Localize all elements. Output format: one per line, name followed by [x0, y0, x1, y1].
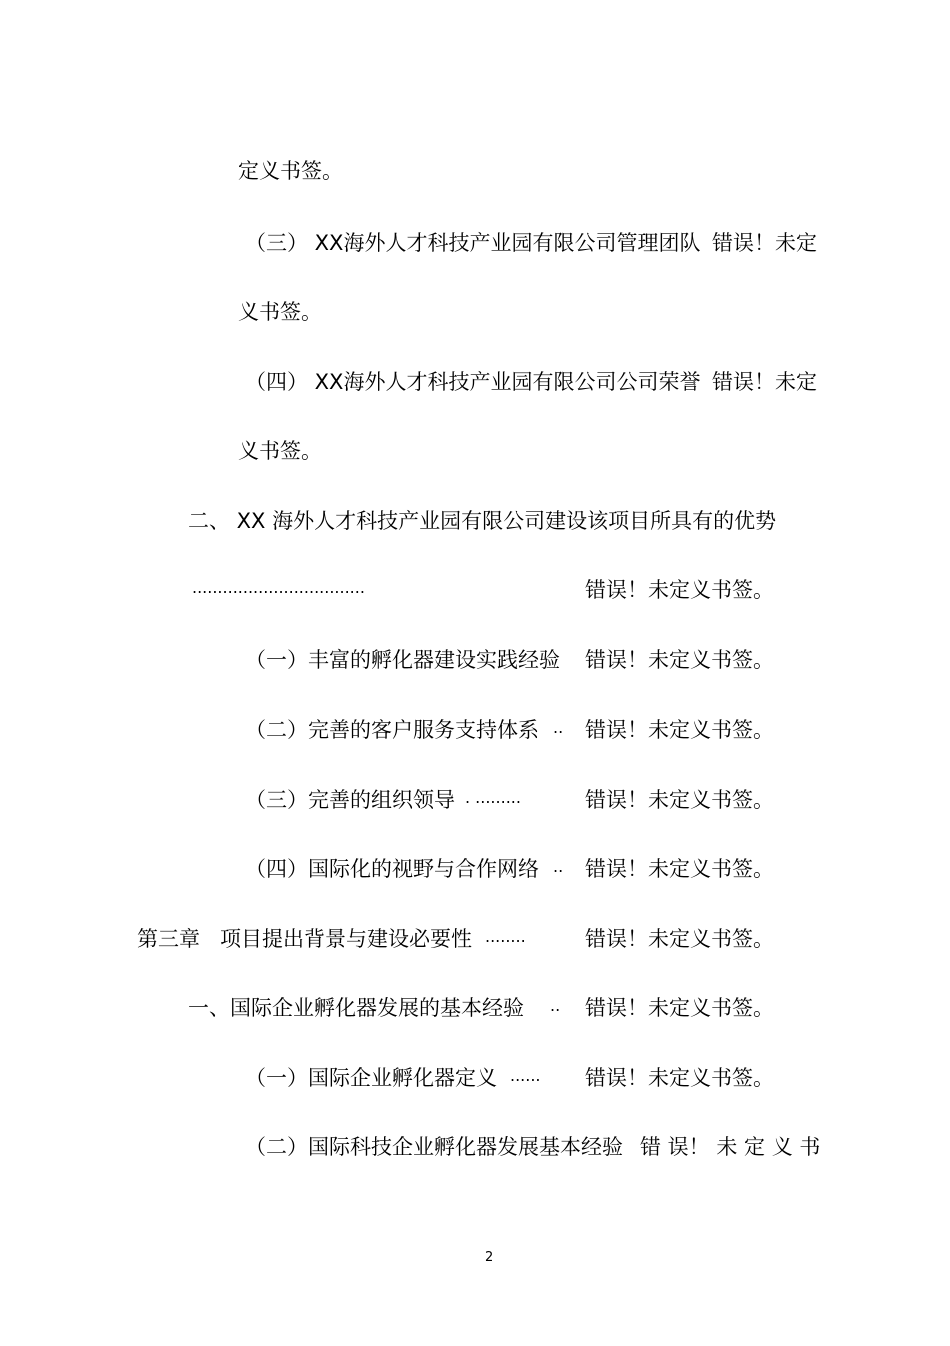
toc-entry-advantages-ref: 错误！未定义书签。: [585, 578, 774, 602]
toc-entry-incubator-experience[interactable]: （一）丰富的孵化器建设实践经验: [245, 648, 560, 672]
toc-entry-company-honors-ref: 错误！未定: [712, 370, 817, 394]
toc-entry-international-experience-ref: 错误！未定义书签。: [585, 996, 774, 1020]
toc-leader-dots: ......: [510, 1066, 541, 1085]
toc-entry-advantages[interactable]: 二、 XX 海外人才科技产业园有限公司建设该项目所具有的优势: [188, 509, 777, 533]
toc-entry-chapter-three-ref: 错误！未定义书签。: [585, 927, 774, 951]
toc-entry-customer-service[interactable]: （二）完善的客户服务支持体系: [245, 718, 539, 742]
toc-entry-incubator-definition[interactable]: （一）国际企业孵化器定义: [245, 1066, 497, 1090]
toc-entry-organization-leadership[interactable]: （三）完善的组织领导: [245, 788, 455, 812]
toc-entry-chapter-three[interactable]: 第三章 项目提出背景与建设必要性: [137, 927, 473, 951]
toc-entry-international-network-ref: 错误！未定义书签。: [585, 857, 774, 881]
toc-continuation-text: 义书签。: [238, 439, 322, 463]
page-number: 2: [485, 1250, 494, 1265]
toc-leader-dots: ..: [553, 857, 564, 876]
toc-entry-organization-leadership-ref: 错误！未定义书签。: [585, 788, 774, 812]
toc-continuation-text: 定义书签。: [238, 159, 343, 183]
toc-entry-tech-incubator-experience[interactable]: （二）国际科技企业孵化器发展基本经验: [245, 1135, 623, 1159]
toc-continuation-text: 义书签。: [238, 300, 322, 324]
toc-entry-company-honors[interactable]: （四） XX海外人才科技产业园有限公司公司荣誉: [245, 370, 701, 394]
toc-entry-international-network[interactable]: （四）国际化的视野与合作网络: [245, 857, 539, 881]
toc-entry-management-team[interactable]: （三） XX海外人才科技产业园有限公司管理团队: [245, 231, 701, 255]
toc-leader-dots: ..: [553, 718, 564, 737]
toc-entry-incubator-definition-ref: 错误！未定义书签。: [585, 1066, 774, 1090]
toc-leader-dots: ..: [550, 996, 561, 1015]
toc-entry-international-experience[interactable]: 一、国际企业孵化器发展的基本经验: [188, 996, 524, 1020]
toc-entry-incubator-experience-ref: 错误！未定义书签。: [585, 648, 774, 672]
toc-entry-management-team-ref: 错误！未定: [712, 231, 817, 255]
toc-entry-customer-service-ref: 错误！未定义书签。: [585, 718, 774, 742]
toc-leader-dots: ..................................: [192, 578, 365, 597]
toc-leader-dots: . .........: [465, 788, 521, 807]
toc-entry-tech-incubator-experience-ref: 错 误！ 未 定 义 书: [640, 1135, 821, 1159]
toc-leader-dots: ........: [485, 927, 526, 946]
